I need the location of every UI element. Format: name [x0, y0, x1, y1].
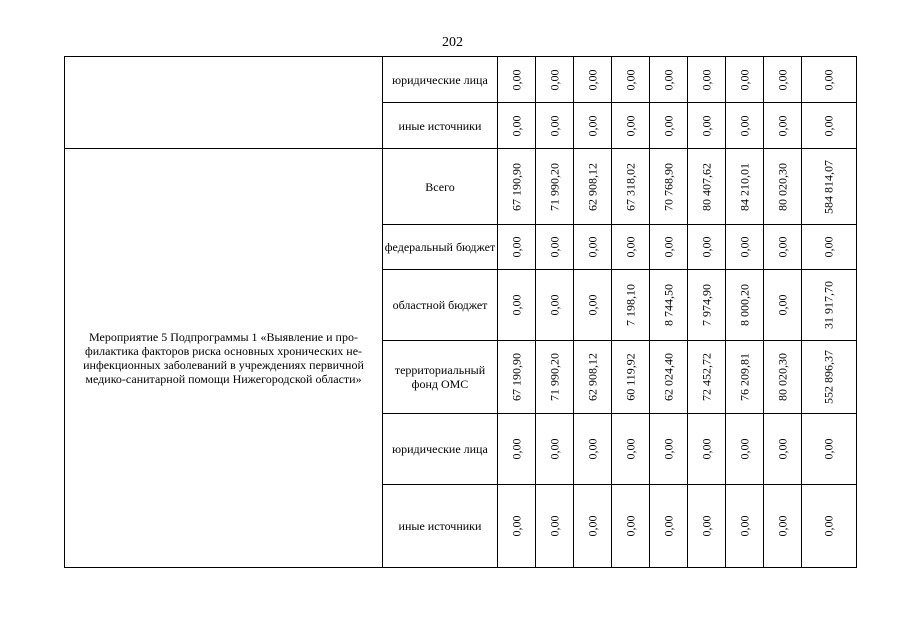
value-text: 0,00: [821, 69, 836, 90]
value-text: 72 452,72: [699, 353, 713, 401]
value-cell: [612, 57, 650, 103]
value-text: 0,00: [547, 438, 561, 460]
value-cell: [764, 341, 802, 414]
page-number: 202: [442, 35, 463, 50]
value-text: 0,00: [509, 115, 523, 136]
value-cell: [688, 414, 726, 485]
value-cell: [536, 225, 574, 270]
value-text: 0,00: [623, 69, 637, 90]
value-text: 0,00: [547, 236, 561, 258]
value-text: 0,00: [585, 69, 599, 90]
value-cell: [802, 270, 857, 341]
value-cell: [764, 485, 802, 568]
funding-source-label: областной бюджет: [383, 270, 498, 341]
value-text: 8 744,50: [661, 284, 675, 326]
value-text: 0,00: [623, 236, 637, 258]
value-text: 0,00: [775, 69, 789, 90]
value-text: 67 318,02: [623, 162, 637, 211]
funding-source-label: иные источники: [383, 485, 498, 568]
value-cell: [650, 103, 688, 149]
value-cell: [802, 485, 857, 568]
value-cell: [802, 57, 857, 103]
value-cell: [536, 270, 574, 341]
value-text: 0,00: [821, 515, 836, 537]
value-cell: [498, 225, 536, 270]
value-cell: [574, 149, 612, 225]
value-text: 31 917,70: [821, 281, 836, 329]
value-cell: [498, 414, 536, 485]
value-cell: [574, 57, 612, 103]
value-text: 0,00: [821, 236, 836, 258]
value-text: 0,00: [699, 69, 713, 90]
value-cell: [802, 341, 857, 414]
value-text: 0,00: [775, 236, 789, 258]
value-cell: [726, 57, 764, 103]
value-cell: [612, 225, 650, 270]
value-cell: [498, 57, 536, 103]
funding-source-label: иные источники: [383, 103, 498, 149]
value-cell: [498, 485, 536, 568]
value-cell: [726, 485, 764, 568]
value-text: 0,00: [775, 515, 789, 537]
value-text: 7 198,10: [623, 284, 637, 326]
value-text: 0,00: [547, 69, 561, 90]
value-cell: [536, 57, 574, 103]
funding-source-label: юридические лица: [383, 57, 498, 103]
funding-source-label: федеральный бюджет: [383, 225, 498, 270]
previous-measure-description-cell: [65, 57, 383, 149]
value-cell: [650, 414, 688, 485]
value-cell: [802, 225, 857, 270]
value-text: 0,00: [509, 294, 523, 316]
value-text: 71 990,20: [547, 162, 561, 211]
funding-source-label: Всего: [383, 149, 498, 225]
value-text: 67 190,90: [509, 353, 523, 401]
value-cell: [726, 414, 764, 485]
value-cell: [574, 341, 612, 414]
value-cell: [726, 103, 764, 149]
value-text: 0,00: [661, 69, 675, 90]
value-cell: [574, 225, 612, 270]
funding-source-label: юридические лица: [383, 414, 498, 485]
value-cell: [764, 270, 802, 341]
value-cell: [536, 414, 574, 485]
value-cell: [726, 225, 764, 270]
value-text: 0,00: [623, 438, 637, 460]
value-text: 584 814,07: [821, 159, 836, 214]
value-text: 80 020,30: [775, 353, 789, 401]
value-text: 0,00: [509, 236, 523, 258]
value-cell: [726, 270, 764, 341]
value-cell: [574, 485, 612, 568]
value-text: 0,00: [699, 515, 713, 537]
value-text: 71 990,20: [547, 353, 561, 401]
value-cell: [688, 57, 726, 103]
value-cell: [764, 149, 802, 225]
value-text: 0,00: [509, 438, 523, 460]
value-cell: [650, 341, 688, 414]
value-text: 0,00: [699, 236, 713, 258]
value-cell: [650, 485, 688, 568]
table-body: [65, 57, 857, 568]
value-text: 0,00: [737, 515, 751, 537]
value-text: 8 000,20: [737, 284, 751, 326]
value-cell: [498, 341, 536, 414]
measure-description: Мероприятие 5 Подпрограммы 1 «Выявление и про-филактика факторов риска основных хронических не-инфекционных заболеваний в учреждениях первичной медико-санитарной помощи Нижегородской области»: [65, 149, 383, 568]
value-text: 0,00: [623, 115, 637, 136]
value-cell: [764, 103, 802, 149]
value-cell: [498, 149, 536, 225]
value-text: 60 119,92: [623, 353, 637, 401]
value-text: 76 209,81: [737, 353, 751, 401]
value-text: 0,00: [737, 438, 751, 460]
value-text: 0,00: [547, 115, 561, 136]
value-text: 0,00: [547, 515, 561, 537]
value-cell: [650, 149, 688, 225]
value-cell: [574, 270, 612, 341]
value-cell: [650, 270, 688, 341]
value-cell: [764, 57, 802, 103]
value-text: 80 020,30: [775, 162, 789, 211]
value-text: 62 908,12: [585, 162, 599, 211]
value-cell: [536, 149, 574, 225]
value-text: 552 896,37: [821, 350, 836, 404]
value-text: 0,00: [585, 115, 599, 136]
value-cell: [688, 485, 726, 568]
value-text: 0,00: [821, 115, 836, 136]
value-text: 0,00: [661, 236, 675, 258]
value-cell: [764, 414, 802, 485]
value-text: 0,00: [775, 438, 789, 460]
value-text: 0,00: [585, 294, 599, 316]
value-cell: [612, 103, 650, 149]
value-cell: [650, 225, 688, 270]
value-cell: [612, 341, 650, 414]
value-text: 0,00: [737, 236, 751, 258]
value-cell: [688, 149, 726, 225]
value-cell: [536, 341, 574, 414]
value-text: 67 190,90: [509, 162, 523, 211]
value-text: 0,00: [585, 438, 599, 460]
value-text: 0,00: [737, 115, 751, 136]
value-text: 7 974,90: [699, 284, 713, 326]
value-text: 0,00: [775, 115, 789, 136]
table-row: [65, 149, 857, 225]
value-text: 0,00: [821, 438, 836, 460]
value-text: 0,00: [661, 115, 675, 136]
value-cell: [726, 149, 764, 225]
value-cell: [574, 103, 612, 149]
value-cell: [612, 485, 650, 568]
value-cell: [612, 149, 650, 225]
value-text: 0,00: [775, 294, 789, 316]
value-cell: [802, 149, 857, 225]
value-cell: [802, 103, 857, 149]
value-text: 84 210,01: [737, 162, 751, 211]
value-cell: [802, 414, 857, 485]
value-cell: [498, 103, 536, 149]
value-cell: [688, 270, 726, 341]
value-cell: [498, 270, 536, 341]
funding-source-label: территориальный фонд ОМС: [383, 341, 498, 414]
value-text: 0,00: [661, 438, 675, 460]
value-text: 0,00: [623, 515, 637, 537]
value-text: 0,00: [509, 515, 523, 537]
value-cell: [650, 57, 688, 103]
table-row: [65, 57, 857, 103]
value-text: 0,00: [585, 236, 599, 258]
value-text: 0,00: [661, 515, 675, 537]
value-cell: [536, 103, 574, 149]
value-text: 0,00: [585, 515, 599, 537]
value-text: 0,00: [737, 69, 751, 90]
value-cell: [688, 225, 726, 270]
value-cell: [612, 414, 650, 485]
value-text: 62 908,12: [585, 353, 599, 401]
value-text: 0,00: [699, 115, 713, 136]
value-cell: [574, 414, 612, 485]
budget-table: [64, 56, 857, 568]
value-text: 70 768,90: [661, 162, 675, 211]
value-cell: [536, 485, 574, 568]
value-text: 80 407,62: [699, 162, 713, 211]
value-text: 0,00: [547, 294, 561, 316]
value-cell: [764, 225, 802, 270]
value-cell: [726, 341, 764, 414]
value-cell: [688, 103, 726, 149]
value-text: 0,00: [699, 438, 713, 460]
value-text: 0,00: [509, 69, 523, 90]
value-cell: [612, 270, 650, 341]
value-cell: [688, 341, 726, 414]
value-text: 62 024,40: [661, 353, 675, 401]
